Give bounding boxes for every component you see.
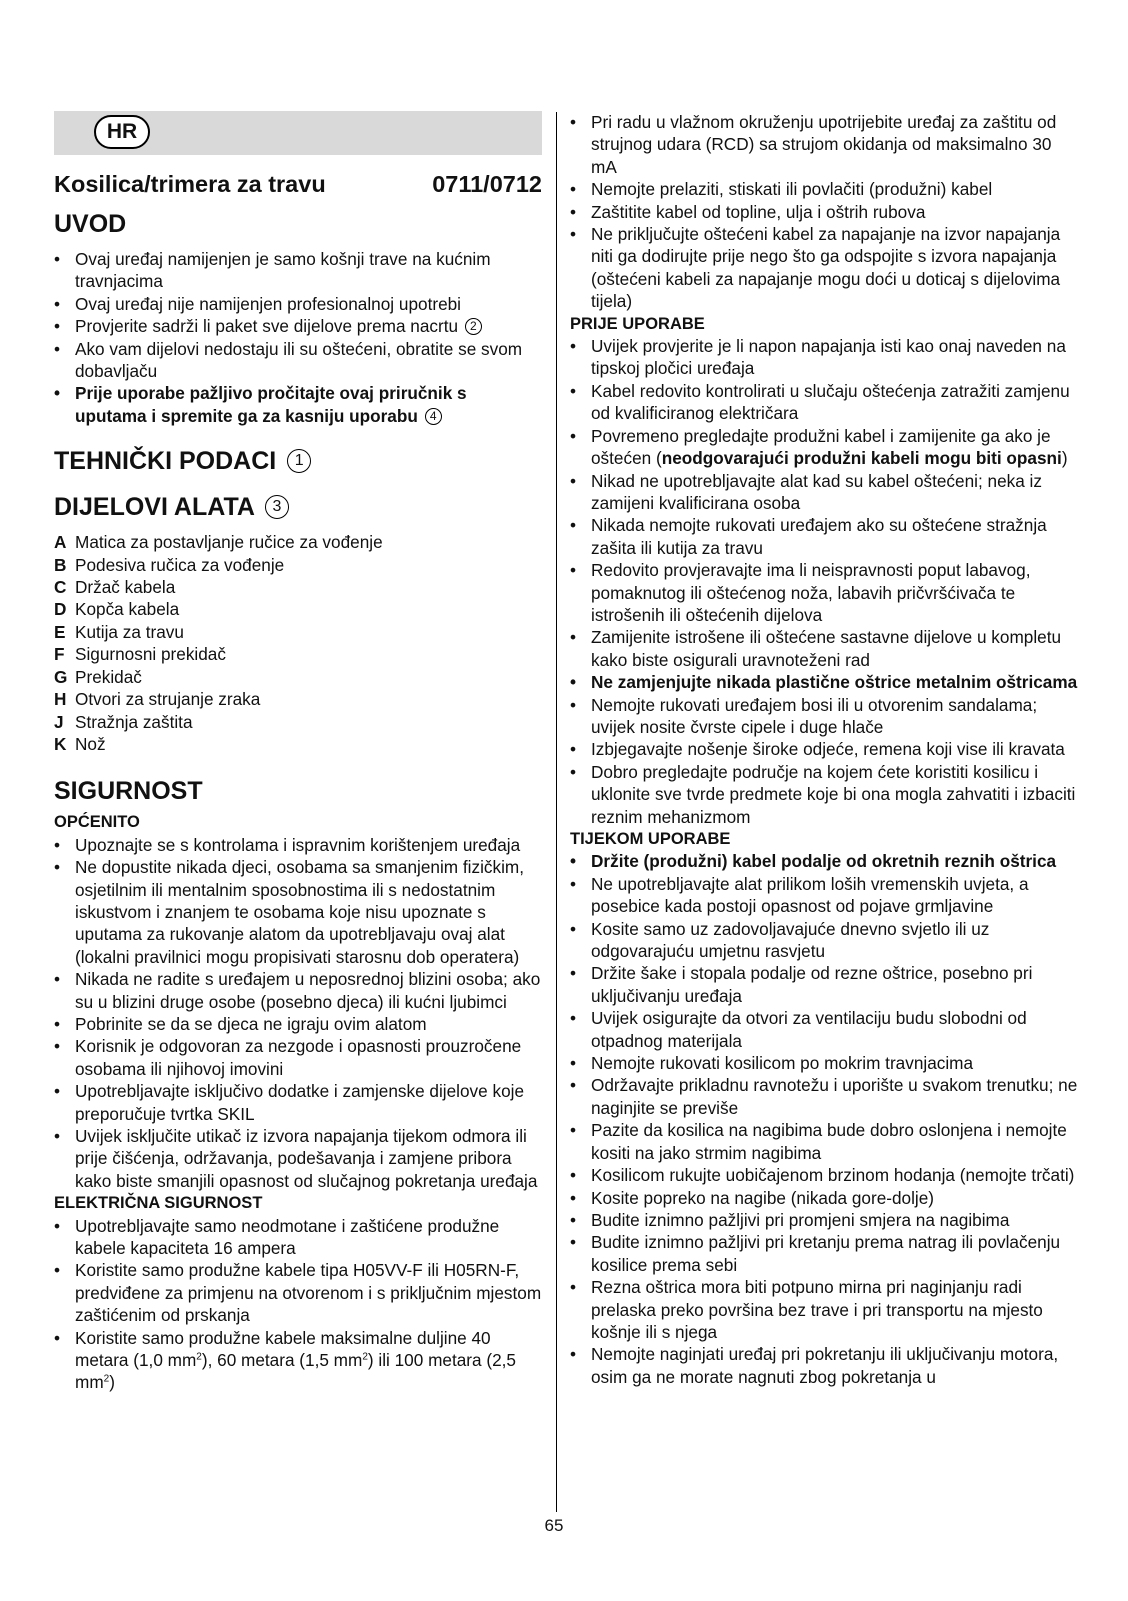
parts-item: F Sigurnosni prekidač xyxy=(54,644,226,665)
list-item: • Nemojte naginjati uređaj pri pokretanju ili uključivanju motora, osim ga ne morate nagnuti zbog pokretanja u xyxy=(570,1343,1080,1388)
parts-item: D Kopča kabela xyxy=(54,599,180,620)
list-item: • Ovaj uređaj namijenjen je samo košnji trave na kućnim travnjacima xyxy=(54,248,542,293)
column-divider xyxy=(556,112,557,1512)
figure-ref-icon: 3 xyxy=(265,495,289,519)
list-item: • Ne priključujte oštećeni kabel za napajanje na izvor napajanja niti ga dodirujte prije nego što ga odspojite s izvora napajanja (oštećeni kabeli za napajanje mogu doći u doticaj s dijelovima tijela) xyxy=(570,223,1080,313)
electrical-list-continued xyxy=(570,111,1080,313)
list-item: • Uvijek osigurajte da otvori za ventilaciju budu slobodni od otpadnog materijala xyxy=(570,1007,1080,1052)
parts-item: C Držač kabela xyxy=(54,577,176,598)
parts-heading: DIJELOVI ALATA 3 xyxy=(54,491,542,523)
uvod-heading: UVOD xyxy=(54,210,127,238)
parts-item: K Nož xyxy=(54,733,106,754)
list-item: • Nikada nemojte rukovati uređajem ako su oštećene stražnja zašita ili kutija za travu xyxy=(570,514,1080,559)
list-item: • Upotrebljavajte isključivo dodatke i zamjenske dijelove koje preporučuje tvrtka SKIL xyxy=(54,1080,542,1125)
uvod-list xyxy=(54,248,542,427)
list-item: • Kabel redovito kontrolirati u slučaju oštećenja zatražiti zamjenu od kvalificiranog električara xyxy=(570,380,1080,425)
list-item: • Budite iznimno pažljivi pri promjeni smjera na nagibima xyxy=(570,1209,1080,1231)
list-item: • Koristite samo produžne kabele maksimalne duljine 40 metara (1,0 $mm^2$), 60 metara (1,5 $mm^2$) ili 100 metara (2,5 $mm^2$) xyxy=(54,1327,542,1394)
list-item: • Provjerite sadrži li paket sve dijelove prema nacrtu 2 xyxy=(54,315,542,337)
document-title xyxy=(54,171,542,198)
list-item: • Ne dopustite nikada djeci, osobama sa smanjenim fizičkim, osjetilnim ili mentalnim sposobnostima ili s nedostatnim iskustvom i znanjem te osobama koje nisu upoznate s uputama za rukovanje alatom da upotrebljavaju ovaj alat (lokalni pravilnici mogu propisivati starosnu dob operatera) xyxy=(54,856,542,968)
list-item: • Upotrebljavajte samo neodmotane i zaštićene produžne kabele kapaciteta 16 ampera xyxy=(54,1215,542,1260)
tech-heading: TEHNIČKI PODACI 1 xyxy=(54,445,542,477)
general-subheading: OPĆENITO xyxy=(54,813,140,832)
list-item: • Dobro pregledajte područje na kojem ćete koristiti kosilicu i uklonite sve tvrde predmete koje bi ona mogla zahvatiti i izbaciti reznim mehanizmom xyxy=(570,761,1080,828)
general-list xyxy=(54,834,542,1193)
figure-ref-icon: 4 xyxy=(425,408,442,425)
parts-list xyxy=(54,531,542,755)
figure-ref-icon: 2 xyxy=(465,318,482,335)
list-item: • Nemojte rukovati uređajem bosi ili u otvorenim sandalama; uvijek nosite čvrste cipele i duge hlače xyxy=(570,694,1080,739)
before-use-subheading: PRIJE UPORABE xyxy=(570,314,705,333)
page-number: 65 xyxy=(544,1516,564,1535)
list-item: • Kosilicom rukujte uobičajenom brzinom hodanja (nemojte trčati) xyxy=(570,1164,1080,1186)
language-bar xyxy=(54,111,542,155)
list-item: • Prije uporabe pažljivo pročitajte ovaj priručnik s uputama i spremite ga za kasniju uporabu 4 xyxy=(54,382,542,427)
during-use-list xyxy=(570,850,1080,1388)
model-number: 0711/0712 xyxy=(432,171,542,197)
list-item: • Ako vam dijelovi nedostaju ili su oštećeni, obratite se svom dobavljaču xyxy=(54,338,542,383)
during-use-subheading: TIJEKOM UPORABE xyxy=(570,830,731,848)
product-name: Kosilica/trimera za travu xyxy=(54,171,326,197)
list-item: • Zaštitite kabel od topline, ulja i oštrih rubova xyxy=(570,201,1080,223)
parts-item: J Stražnja zaštita xyxy=(54,711,193,732)
electrical-subheading: ELEKTRIČNA SIGURNOST xyxy=(54,1194,263,1213)
before-use-list xyxy=(570,335,1080,828)
parts-item: G Prekidač xyxy=(54,666,142,687)
list-item: • Kosite popreko na nagibe (nikada gore-dolje) xyxy=(570,1187,1080,1209)
list-item: • Budite iznimno pažljivi pri kretanju prema natrag ili povlačenju kosilice prema sebi xyxy=(570,1231,1080,1276)
list-item: • Uvijek isključite utikač iz izvora napajanja tijekom odmora ili prije čišćenja, održavanja, podešavanja i zamjene pribora kako biste smanjili opasnost od slučajnog pokretanja uređaja xyxy=(54,1125,542,1192)
list-item: • Redovito provjeravajte ima li neispravnosti poput labavog, pomaknutog ili oštećenog noža, labavih pričvršćivača te istrošenih ili oštećenih dijelova xyxy=(570,559,1080,626)
list-item: • Izbjegavajte nošenje široke odjeće, remena koji vise ili kravata xyxy=(570,738,1080,760)
list-item: • Nemojte prelaziti, stiskati ili povlačiti (produžni) kabel xyxy=(570,178,1080,200)
list-item: • Pri radu u vlažnom okruženju upotrijebite uređaj za zaštitu od strujnog udara (RCD) sa strujom okidanja od maksimalno 30 mA xyxy=(570,111,1080,178)
list-item: • Zamijenite istrošene ili oštećene sastavne dijelove u kompletu kako biste osigurali uravnoteženi rad xyxy=(570,626,1080,671)
list-item: • Povremeno pregledajte produžni kabel i zamijenite ga ako je oštećen (neodgovarajući produžni kabeli mogu biti opasni) xyxy=(570,425,1080,470)
list-item: • Kosite samo uz zadovoljavajuće dnevno svjetlo ili uz odgovarajuću umjetnu rasvjetu xyxy=(570,918,1080,963)
parts-item: A Matica za postavljanje ručice za vođenje xyxy=(54,532,383,553)
left-column xyxy=(54,111,542,1394)
list-item: • Ne upotrebljavajte alat prilikom loših vremenskih uvjeta, a posebice kada postoji opasnost od pojave grmljavine xyxy=(570,873,1080,918)
list-item: • Rezna oštrica mora biti potpuno mirna pri naginjanju radi prelaska preko površina bez trave i pri transportu na mjesto košnje ili s njega xyxy=(570,1276,1080,1343)
list-item: • Ne zamjenjujte nikada plastične oštrice metalnim oštricama xyxy=(570,671,1080,693)
list-item: • Koristite samo produžne kabele tipa H05VV-F ili H05RN-F, predviđene za primjenu na otvorenom i s priključnim mjestom zaštićenim od prskanja xyxy=(54,1259,542,1326)
right-column xyxy=(570,111,1080,1388)
list-item: • Držite šake i stopala podalje od rezne oštrice, posebno pri uključivanju uređaja xyxy=(570,962,1080,1007)
list-item: • Nemojte rukovati kosilicom po mokrim travnjacima xyxy=(570,1052,1080,1074)
parts-item: H Otvori za strujanje zraka xyxy=(54,689,261,710)
list-item: • Pobrinite se da se djeca ne igraju ovim alatom xyxy=(54,1013,542,1035)
list-item: • Ovaj uređaj nije namijenjen profesionalnoj upotrebi xyxy=(54,293,542,315)
figure-ref-icon: 1 xyxy=(287,449,311,473)
parts-item: B Podesiva ručica za vođenje xyxy=(54,554,285,575)
electrical-list xyxy=(54,1215,542,1394)
list-item: • Uvijek provjerite je li napon napajanja isti kao onaj naveden na tipskoj pločici uređaja xyxy=(570,335,1080,380)
language-badge: HR xyxy=(94,115,150,149)
parts-item: E Kutija za travu xyxy=(54,621,184,642)
list-item: • Nikad ne upotrebljavajte alat kad su kabel oštećeni; neka iz zamijeni kvalificirana osoba xyxy=(570,470,1080,515)
list-item: • Pazite da kosilica na nagibima bude dobro oslonjena i nemojte kositi na jako strmim nagibima xyxy=(570,1119,1080,1164)
list-item: • Korisnik je odgovoran za nezgode i opasnosti prouzročene osobama ili njihovoj imovini xyxy=(54,1035,542,1080)
list-item: • Držite (produžni) kabel podalje od okretnih reznih oštrica xyxy=(570,850,1080,872)
safety-heading: SIGURNOST xyxy=(54,777,203,806)
list-item: • Održavajte prikladnu ravnotežu i uporište u svakom trenutku; ne naginjite se previše xyxy=(570,1074,1080,1119)
list-item: • Upoznajte se s kontrolama i ispravnim korištenjem uređaja xyxy=(54,834,542,856)
list-item: • Nikada ne radite s uređajem u neposrednoj blizini osoba; ako su u blizini druge osobe (posebno djeca) ili kućni ljubimci xyxy=(54,968,542,1013)
